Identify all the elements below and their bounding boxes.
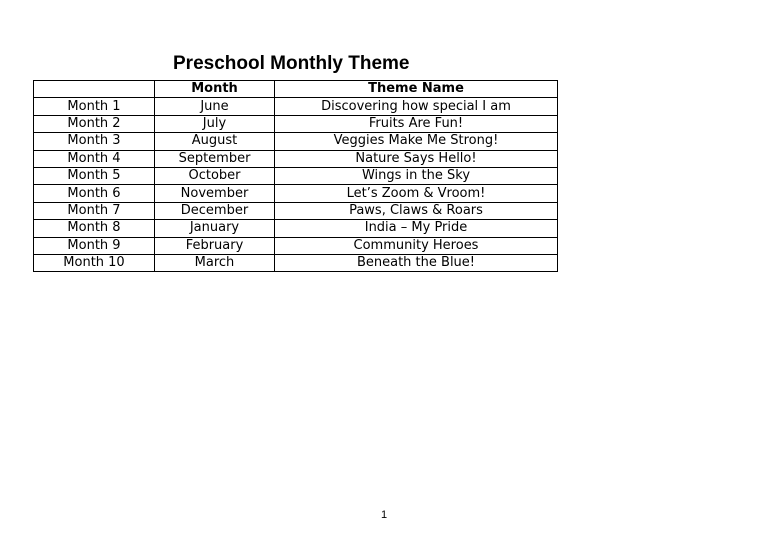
month-number-cell: Month 5	[34, 167, 155, 184]
month-number-cell: Month 3	[34, 133, 155, 150]
theme-name-cell: India – My Pride	[275, 220, 558, 237]
month-number-cell: Month 2	[34, 115, 155, 132]
month-name-cell: December	[155, 202, 275, 219]
table-row	[34, 115, 558, 132]
theme-name-cell: Community Heroes	[275, 237, 558, 254]
month-name-cell: March	[155, 254, 275, 271]
month-number-cell: Month 1	[34, 98, 155, 115]
column-header-theme-name: Theme Name	[275, 81, 558, 98]
month-name-cell: August	[155, 133, 275, 150]
month-number-cell: Month 4	[34, 150, 155, 167]
theme-name-cell: Let’s Zoom & Vroom!	[275, 185, 558, 202]
table-row	[34, 202, 558, 219]
month-name-cell: October	[155, 167, 275, 184]
month-name-cell: November	[155, 185, 275, 202]
column-header-month: Month	[155, 81, 275, 98]
theme-name-cell: Wings in the Sky	[275, 167, 558, 184]
month-name-cell: September	[155, 150, 275, 167]
month-number-cell: Month 10	[34, 254, 155, 271]
table-row	[34, 150, 558, 167]
month-number-cell: Month 6	[34, 185, 155, 202]
theme-name-cell: Veggies Make Me Strong!	[275, 133, 558, 150]
month-name-cell: February	[155, 237, 275, 254]
theme-name-cell: Nature Says Hello!	[275, 150, 558, 167]
month-name-cell: July	[155, 115, 275, 132]
theme-name-cell: Discovering how special I am	[275, 98, 558, 115]
theme-name-cell: Fruits Are Fun!	[275, 115, 558, 132]
month-name-cell: January	[155, 220, 275, 237]
month-number-cell: Month 7	[34, 202, 155, 219]
table-header-row	[34, 81, 558, 98]
table-row	[34, 185, 558, 202]
page-title: Preschool Monthly Theme	[173, 53, 410, 74]
table-row	[34, 237, 558, 254]
theme-name-cell: Beneath the Blue!	[275, 254, 558, 271]
month-number-cell: Month 8	[34, 220, 155, 237]
table-row	[34, 98, 558, 115]
table-row	[34, 167, 558, 184]
column-header-index	[34, 81, 155, 98]
month-name-cell: June	[155, 98, 275, 115]
page-number: 1	[380, 509, 388, 521]
table-row	[34, 220, 558, 237]
theme-table	[33, 80, 558, 272]
table-row	[34, 254, 558, 271]
theme-name-cell: Paws, Claws & Roars	[275, 202, 558, 219]
table-row	[34, 133, 558, 150]
month-number-cell: Month 9	[34, 237, 155, 254]
